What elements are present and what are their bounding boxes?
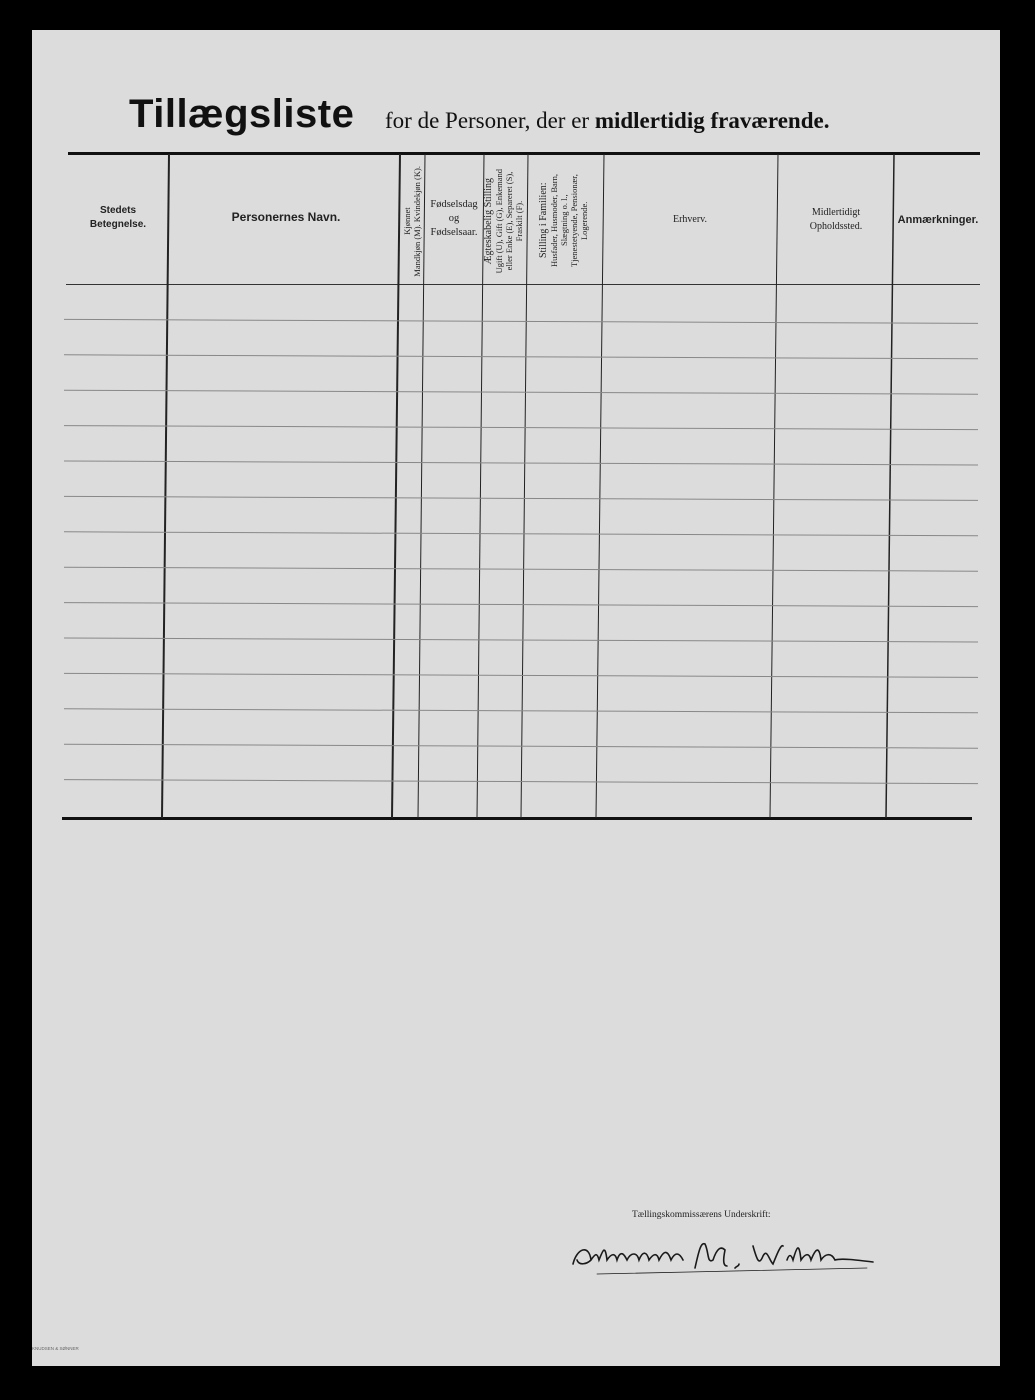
vline-4 <box>477 154 484 818</box>
vline-6 <box>596 154 604 818</box>
row-line <box>64 426 978 430</box>
signature-graphic <box>567 1230 907 1280</box>
row-line <box>64 744 978 748</box>
vline-8 <box>886 154 894 818</box>
vline-5 <box>521 154 528 818</box>
row-line <box>64 603 978 607</box>
col-header-familie-line2: Husfader, Husmoder, Barn, <box>549 174 559 268</box>
table-grid <box>32 30 1000 830</box>
row-line <box>64 319 978 323</box>
col-header-familie-line3: Slægtning o. l., <box>559 195 569 247</box>
col-header-egteskab-line1: Ægteskabelig Stilling <box>483 177 494 265</box>
vline-2 <box>392 154 400 818</box>
col-header-kjon-line2: Mandkjøn (M). Kvindekjøn (K). <box>412 165 422 277</box>
signature-label: Tællingskommissærens Underskrift: <box>632 1210 771 1220</box>
vline-3 <box>418 154 425 818</box>
col-header-kjon-line1: Kjønnet <box>402 207 412 235</box>
col-header-egteskab-line3: eller Enke (E), Separeret (S), <box>504 171 514 271</box>
col-header-stedets-line1: Stedets <box>99 205 137 216</box>
col-header-erhverv-label: Erhverv. <box>672 214 708 225</box>
row-line <box>64 673 978 677</box>
col-header-familie-line1: Stilling i Familien: <box>538 183 549 259</box>
row-line <box>64 390 978 394</box>
row-line <box>64 709 978 713</box>
col-header-fodsel-line1: Fødselsdag <box>430 199 478 210</box>
col-header-familie-line4: Tjenestetyende, Pensionær, <box>569 174 579 268</box>
vline-1 <box>162 154 169 818</box>
col-header-opholdssted-line1: Midlertidigt <box>811 207 861 218</box>
row-line <box>64 461 978 465</box>
col-header-familie-line5: Logerende. <box>579 201 589 241</box>
row-line <box>64 567 978 571</box>
vline-7 <box>770 154 778 818</box>
row-line <box>64 638 978 642</box>
row-line <box>64 532 978 536</box>
form-title: Tillægsliste <box>129 92 355 136</box>
signature <box>567 1230 907 1285</box>
col-header-egteskab-line2: Ugift (U), Gift (G), Enkemand <box>494 168 504 274</box>
col-header-opholdssted-line2: Opholdssted. <box>809 221 863 232</box>
signature-name: Aleksander M. Wilhelm <box>567 1230 577 1231</box>
subtitle-part-b: midlertidig fraværende. <box>594 108 830 133</box>
col-header-stedets-line2: Betegnelse. <box>89 219 147 230</box>
row-line <box>64 355 978 359</box>
col-header-fodsel-line3: Fødselsaar. <box>430 227 478 238</box>
census-form-sheet <box>32 30 1000 1366</box>
col-header-anm-label: Anmærkninger. <box>897 214 979 226</box>
subtitle-part-a: for de Personer, der er <box>385 108 590 133</box>
printer-imprint: KNUDSEN & SØNNER <box>32 1346 79 1351</box>
col-header-navn-label: Personernes Navn. <box>231 210 341 224</box>
row-line <box>64 496 978 500</box>
col-header-fodsel-line2: og <box>448 213 460 224</box>
col-header-egteskab-line4: Fraskilt (F). <box>514 200 524 242</box>
